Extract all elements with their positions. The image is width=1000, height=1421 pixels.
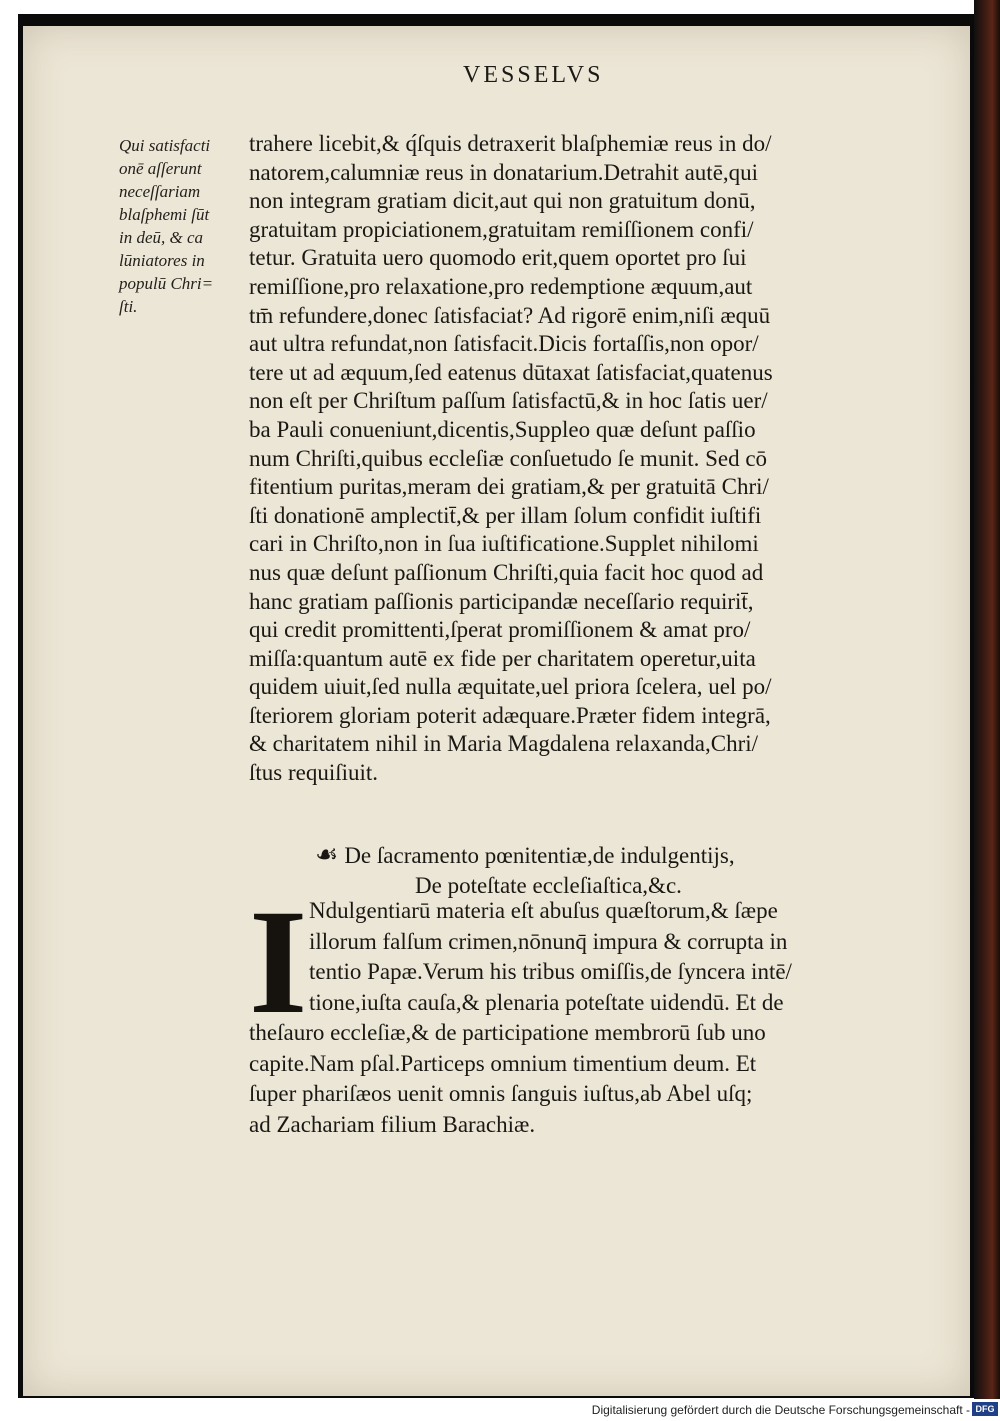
text-line: illorum falſum crimen,nōnunq̄ impura & corrupta in: [309, 928, 788, 954]
text-line: non eſt per Chriſtum paſſum ſatisfactū,& in hoc ſatis uer/: [249, 388, 768, 414]
text-line: tentio Papæ.Verum his tribus omiſſis,de ſyncera intē/: [309, 959, 792, 984]
marginal-note: [119, 134, 259, 318]
text-line: num Chriſti,quibus eccleſiæ conſuetudo ſe munit. Sed cō: [249, 445, 768, 471]
text-line: cari in Chriſto,non in ſua iuſtificatione.Supplet nihilomi: [249, 531, 759, 557]
text-line: hanc gratiam paſſionis participandæ neceſſario requirit̄,: [249, 588, 754, 614]
text-line: aut ultra refundat,non ſatisfacit.Dicis fortaſſis,non opor/: [249, 331, 759, 357]
marginal-line: neceſſariam: [119, 182, 201, 201]
marginal-line: lūniatores in: [119, 251, 205, 270]
footer-bar: [0, 1399, 1000, 1421]
text-line: & charitatem nihil in Maria Magdalena relaxanda,Chri/: [249, 731, 759, 757]
text-line: remiſſione,pro relaxatione,pro redemptione æquum,aut: [249, 273, 753, 299]
paragraph-mark-icon: ☙: [315, 840, 339, 869]
heading-line: De poteſtate eccleſiaſtica,&c.: [415, 873, 682, 898]
text-line: capite.Nam pſal.Particeps omnium timentium deum. Et: [249, 1050, 757, 1076]
text-line: ba Pauli conueniunt,dicentis,Suppleo quæ deſunt paſſio: [249, 416, 756, 442]
book-edge: [974, 0, 1000, 1421]
text-line: gratuitam propiciationem,gratuitam remiſſionem confi/: [249, 216, 754, 242]
text-line: theſauro eccleſiæ,& de participatione membrorū ſub uno: [249, 1020, 766, 1045]
text-line: nus quæ deſunt paſſionum Chriſti,quia facit hoc quod ad: [249, 559, 764, 585]
body-text: [249, 130, 949, 788]
running-head: VESSELVS: [463, 62, 604, 88]
text-line: trahere licebit,& q́ſquis detraxerit blaſphemiæ reus in do/: [249, 131, 772, 156]
marginal-line: blaſphemi ſūt: [119, 205, 210, 224]
funding-credit: Digitalisierung gefördert durch die Deutsche Forschungsgemeinschaft -: [591, 1403, 970, 1417]
text-line: ſuper phariſæos uenit omnis ſanguis iuſtus,ab Abel uſq;: [249, 1081, 753, 1106]
heading-line: De ſacramento pœnitentiæ,de indulgentijs,: [344, 843, 735, 868]
text-line: tere ut ad æquum,ſed eatenus dūtaxat ſatisfaciat,quatenus: [249, 359, 773, 385]
text-line: natorem,calumniæ reus in donatarium.Detrahit autē,qui: [249, 159, 759, 185]
marginal-line: populū Chri=: [119, 274, 214, 293]
text-line: ſti donationē amplectit̄,& per illam ſolum confidit iuſtifi: [249, 502, 762, 528]
text-line: tm̄ refundere,donec ſatisfaciat? Ad rigorē enim,niſi æquū: [249, 302, 771, 328]
text-line: Ndulgentiarū materia eſt abuſus quæſtorum,& ſæpe: [309, 898, 778, 923]
dfg-logo-icon: DFG: [972, 1402, 998, 1416]
text-line: miſſa:quantum autē ex fide per charitatem operetur,uita: [249, 645, 756, 671]
text-line: fitentium puritas,meram dei gratiam,& per gratuitā Chri/: [249, 474, 769, 500]
marginal-line: in deū, & ca: [119, 228, 204, 247]
marginal-line: Qui satisfacti: [119, 136, 211, 155]
text-line: ſtus requiſiuit.: [249, 760, 379, 786]
marginal-line: onē aſſerunt: [119, 159, 202, 178]
book-page: [23, 26, 970, 1396]
text-line: non integram gratiam dicit,aut qui non gratuitum donū,: [249, 188, 756, 214]
marginal-line: ſti.: [119, 297, 138, 316]
text-line: qui credit promittenti,ſperat promiſſionem & amat pro/: [249, 617, 751, 643]
text-line: tetur. Gratuita uero quomodo erit,quem oportet pro ſui: [249, 245, 747, 271]
text-line: ad Zachariam filium Barachiæ.: [249, 1111, 536, 1137]
section-heading: [315, 840, 935, 901]
text-line: quidem uiuit,ſed nulla æquitate,uel priora ſcelera, uel po/: [249, 674, 772, 700]
text-line: ſteriorem gloriam poterit adæquare.Præter fidem integrā,: [249, 702, 771, 728]
drop-cap: I: [249, 879, 308, 1045]
text-line: tione,iuſta cauſa,& plenaria poteſtate uidendū. Et de: [309, 989, 784, 1015]
